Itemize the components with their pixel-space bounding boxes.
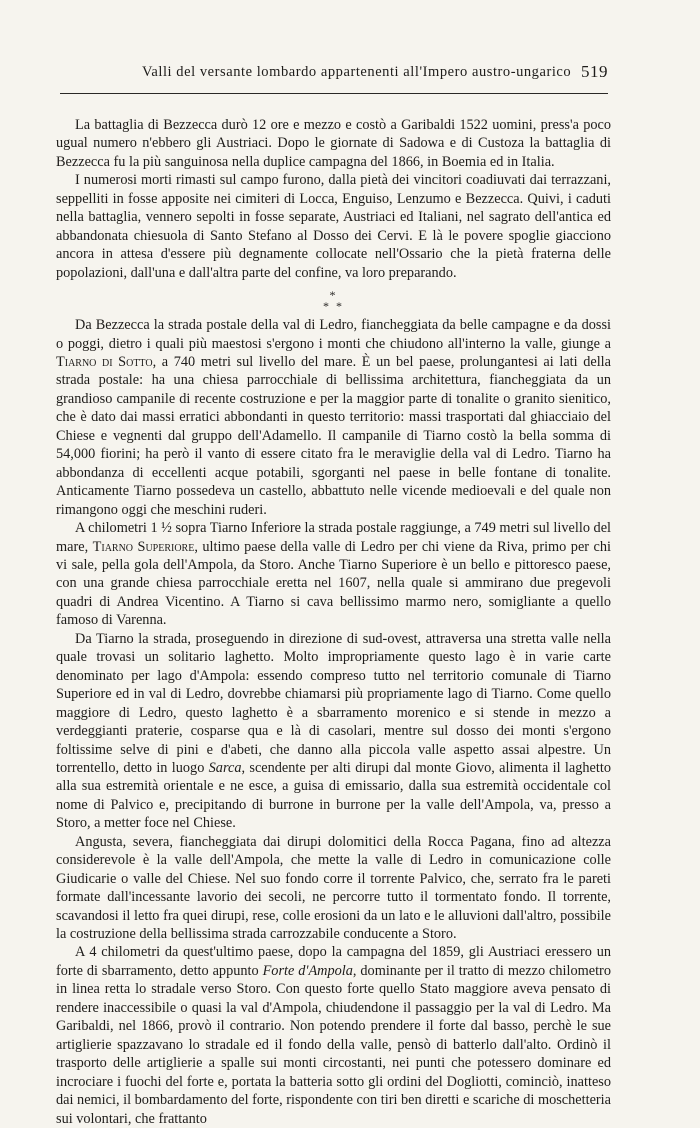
text-run: I numerosi morti rimasti sul campo furono, dalla pietà dei vincitori coadiuvati dai terrazzani, seppelliti in fosse apposite nei cimiteri di Locca, Enguiso, Lenzumo e Bezzecca. Quivi, i caduti nella battaglia, vennero sepolti in fosse separate, Austriaci ed Italiani, nel sagrato dell'antica ed abbandonata chiesuola di Santo Stefano al Dosso dei Cervi. E là le povere spoglie giacciono ancora in attesa d'essere più degnamente collocate nell'Ossario che la pietà fraterna delle popolazioni, dall'una e dall'altra parte del confine, va loro preparando. (56, 172, 611, 281)
paragraph (56, 630, 611, 833)
text-run: Angusta, severa, fiancheggiata dai dirupi dolomitici della Rocca Pagana, fino ad altezza considerevole è la valle dell'Ampola, che mette la valle di Ledro in comunicazione colle Giudicarie o valle del Chiese. Nel suo fondo corre il torrente Palvico, che, serrato fra le pareti formate dall'incessante lavorio dei secoli, ne percorre tutto il tormentato fondo. Il torrente, scavandosi il letto fra quei dirupi, rese, colle erosioni da un lato e le alluvioni dall'altro, possibile la costruzione della bellissima strada carrozzabile conducente a Storo. (56, 833, 611, 943)
paragraph (56, 833, 611, 944)
separator-asterisks-bottom: * * (323, 299, 344, 314)
text-run: , dominante per il tratto di mezzo chilometro in linea retta lo stradale verso Storo. Con questo forte quello Stato maggiore aveva pensato di rendere inaccessibile o quasi la val d'Ampola, chiudendone il passaggio per la val di Ledro. Ma Garibaldi, nel 1866, provò il contrario. Non potendo prendere il forte dal basso, perchè le sue artiglierie spazzavano lo stradale ed il fondo della valle, pensò di batterlo dall'alto. Ordinò il trasporto delle artiglierie a spalle sui monti circostanti, nei punti che potessero dominare ed incrociare i fuochi del forte e, portata la batteria sotto gli ordini del Dogliotti, cominciò, inatteso dai nemici, il bombardamento del forte, rispondente con tiri ben diretti e scariche di moschetteria sui volontari, che frattanto (56, 962, 612, 1127)
paragraph (56, 519, 611, 630)
paragraph (56, 116, 611, 171)
text-run: , scendente per alti dirupi dal monte Giovo, alimenta il laghetto alla sua estremità orientale e ne esce, a guisa di emissario, dalla sua estremità occidentale col nome di Palvico e, precipitando di burrone in burrone per la valle dell'Ampola, va, presso a Storo, a metter foce nel Chiese. (56, 759, 611, 832)
paragraph (56, 171, 611, 282)
page-body (56, 116, 611, 1128)
text-run: Da Bezzecca la strada postale della val di Ledro, fiancheggiata da belle campagne e da dossi o poggi, dietro i quali più maestosi s'ergono i monti che chiudono all'interno la valle, giunge a (56, 317, 611, 352)
paragraph (56, 943, 611, 1128)
running-head: Valli del versante lombardo appartenenti all'Impero austro-ungarico (142, 64, 572, 80)
text-run: La battaglia di Bezzecca durò 12 ore e mezzo e costò a Garibaldi 1522 uomini, press'a poco ugual numero n'ebbero gli Austriaci. Dopo le giornate di Sadowa e di Custoza la battaglia di Bezzecca fu la più sanguinosa nella duplice campagna del 1866, in Boemia ed in Italia. (56, 117, 611, 170)
header-rule (60, 93, 608, 94)
separator-asterisk-top: * (329, 288, 338, 303)
place-name: Tiarno Superiore (92, 538, 195, 555)
text-run: Da Tiarno la strada, proseguendo in direzione di sud-ovest, attraversa una stretta valle nella quale trovasi un solitario laghetto. Molto impropriamente questo lago è in varie carte denominato per lago d'Ampola: essendo compreso tutto nel territorio comunale di Tiarno Superiore ed in val di Ledro, dovrebbe chiamarsi più propriamente lago di Tiarno. Come quello maggiore di Ledro, questo laghetto è a sbarramento morenico e si stende in mezzo a verdeggianti praterie, cosparse qua e là di casolari, mentre sul dosso dei monti s'ergono foltissime selve di pini e d'abeti, che danno alla piccola valle aspetto assai alpestre. Un torrentello, detto in luogo (56, 630, 611, 776)
place-name: Tiarno di Sotto (56, 353, 153, 370)
italic-term: Forte d'Ampola (262, 962, 353, 979)
page-number: 519 (581, 62, 608, 81)
section-separator (56, 282, 611, 316)
italic-term: Sarca (208, 759, 242, 776)
page-header (60, 64, 608, 90)
text-run: , ultimo paese della valle di Ledro per chi viene da Riva, primo per chi vi sale, pella gola dell'Ampola, da Storo. Anche Tiarno Superiore è un bello e pittoresco paese, con una grande chiesa parrocchiale eretta nel 1607, nella quale si ammirano due pregevoli quadri di Andrea Vicentino. A Tiarno si cava bellissimo marmo nero, somigliante a quello famoso di Varenna. (56, 538, 611, 629)
text-run: A chilometri 1 ½ sopra Tiarno Inferiore la strada postale raggiunge, a 749 metri sul livello del mare, (56, 520, 612, 555)
text-run: A 4 chilometri da quest'ultimo paese, dopo la campagna del 1859, gli Austriaci eressero un forte di sbarramento, detto appunto (56, 944, 611, 979)
paragraph (56, 316, 611, 519)
text-run: , a 740 metri sul livello del mare. È un bel paese, prolungantesi ai lati della strada postale: ha una chiesa parrocchiale di bellissima architettura, fiancheggiata da un grandioso campanile di recente costruzione e per la maggior parte di tonalite o granito sienitico, che è dato dai massi erratici abbondanti in questo territorio: massi trasportati dal ghiacciaio del Chiese e vegnenti dal gruppo dell'Adamello. Il campanile di Tiarno costò la bella somma di 54,000 fiorini; ha però il vanto di essere citato fra le meraviglie della val di Ledro. Tiarno ha abbondanza di eccellenti acque potabili, sgorganti nel paese in belle fontane di tonalite. Anticamente Tiarno possedeva un castello, abbattuto nelle vicende medioevali e del quale non rimangono oggi che meschini ruderi. (56, 353, 611, 518)
